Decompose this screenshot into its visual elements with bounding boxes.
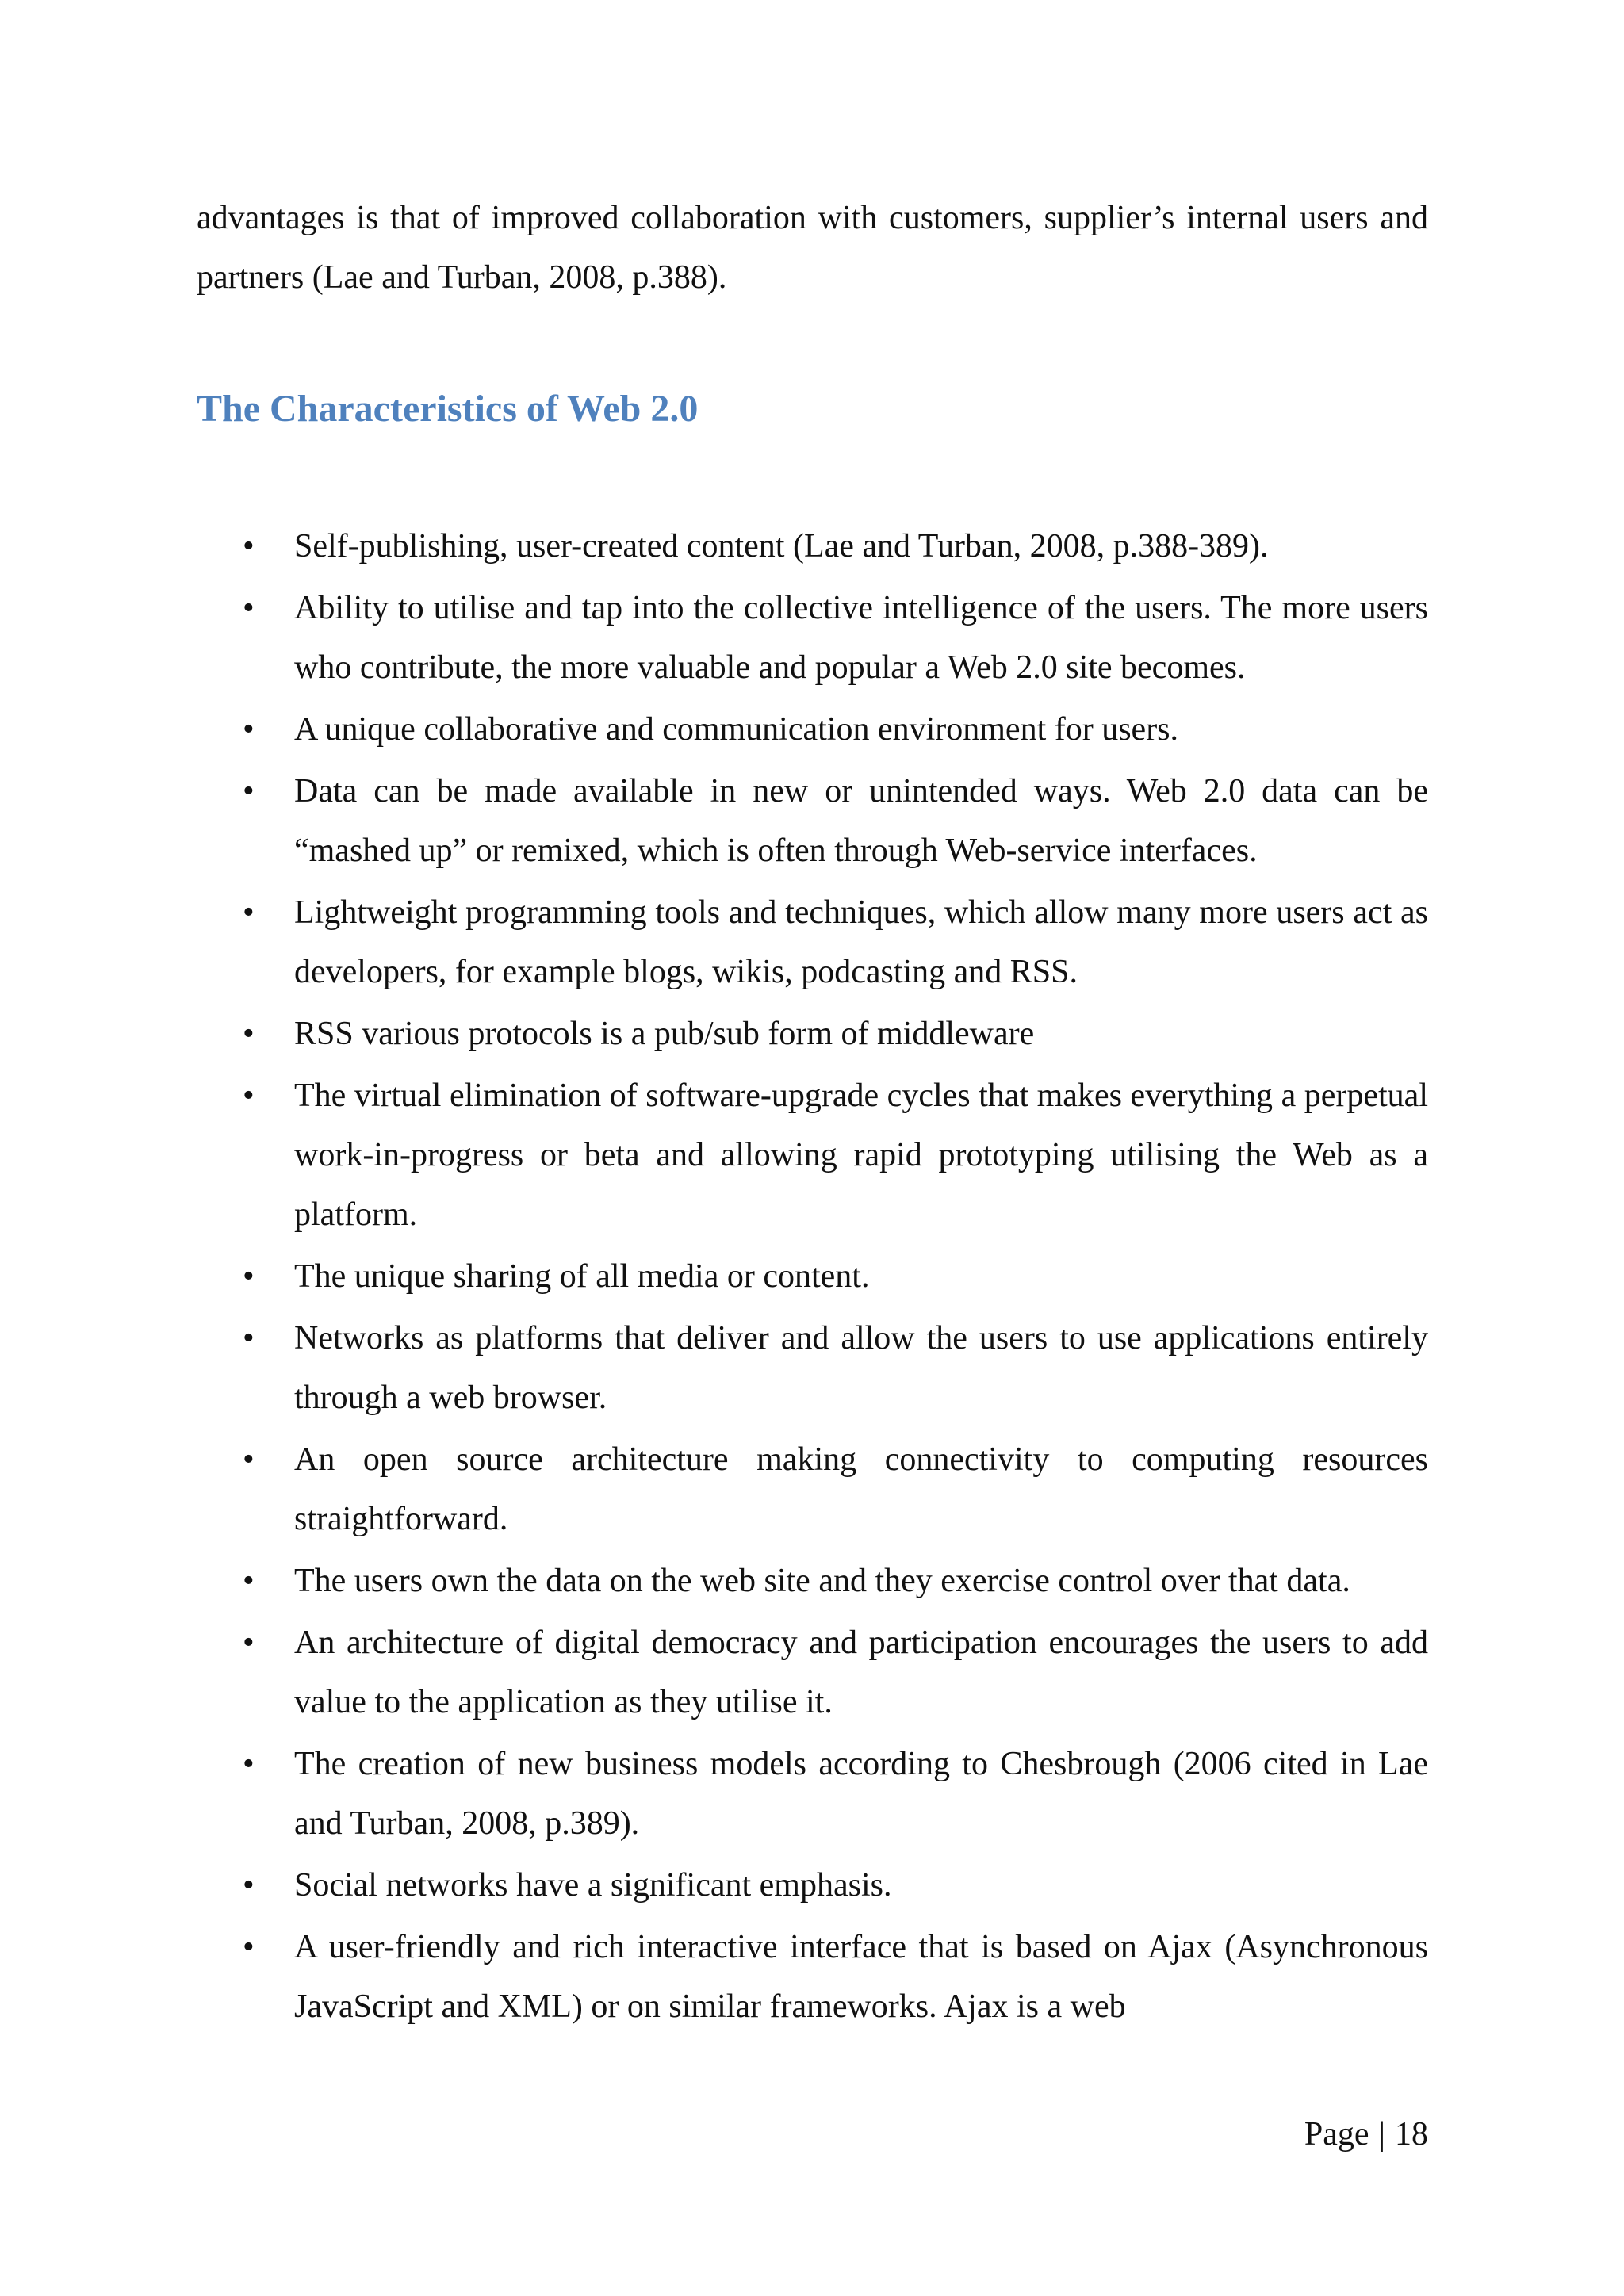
- list-item-text: Data can be made available in new or unintended ways. Web 2.0 data can be “mashed up” or remixed, which is often through Web-service interfaces.: [294, 773, 1428, 869]
- list-item: [197, 1918, 1428, 2037]
- list-item: [197, 883, 1428, 1002]
- bullet-icon: •: [243, 1563, 255, 1599]
- bullet-icon: •: [243, 894, 255, 931]
- page-footer: [1304, 2110, 1428, 2158]
- list-item: [197, 1856, 1428, 1915]
- list-item: [197, 1004, 1428, 1064]
- page-label: Page: [1304, 2116, 1369, 2152]
- bullet-icon: •: [243, 1320, 255, 1357]
- bullet-icon: •: [243, 1867, 255, 1904]
- list-item: [197, 762, 1428, 881]
- list-item-text: An open source architecture making connectivity to computing resources straightforward.: [294, 1441, 1428, 1537]
- section-heading: The Characteristics of Web 2.0: [197, 388, 699, 430]
- bullet-icon: •: [243, 1441, 255, 1478]
- list-item-text: Ability to utilise and tap into the collective intelligence of the users. The more users who contribute, the more valuable and popular a Web 2.0 site becomes.: [294, 590, 1428, 686]
- list-item: [197, 1066, 1428, 1245]
- footer-separator: |: [1378, 2116, 1385, 2152]
- list-item: [197, 700, 1428, 760]
- list-item: [197, 1309, 1428, 1428]
- list-item-text: The users own the data on the web site and they exercise control over that data.: [294, 1563, 1350, 1599]
- list-item: [197, 517, 1428, 576]
- list-item: [197, 1247, 1428, 1307]
- list-item-text: Self-publishing, user-created content (Lae and Turban, 2008, p.388-389).: [294, 528, 1269, 564]
- bullet-icon: •: [243, 1746, 255, 1782]
- page-number: 18: [1395, 2116, 1428, 2152]
- list-item-text: The creation of new business models according to Chesbrough (2006 cited in Lae and Turban, 2008, p.389).: [294, 1746, 1428, 1842]
- list-item: [197, 579, 1428, 698]
- list-item-text: Networks as platforms that deliver and allow the users to use applications entirely through a web browser.: [294, 1320, 1428, 1416]
- list-item: [197, 1735, 1428, 1854]
- bullet-icon: •: [243, 590, 255, 626]
- bullet-icon: •: [243, 773, 255, 809]
- bullet-icon: •: [243, 711, 255, 748]
- bullet-icon: •: [243, 1929, 255, 1965]
- intro-paragraph: advantages is that of improved collaboration with customers, supplier’s internal users and partners (Lae and Turban, 2008, p.388).: [197, 200, 1428, 296]
- bullet-icon: •: [243, 1258, 255, 1295]
- bullet-icon: •: [243, 1624, 255, 1661]
- bullet-icon: •: [243, 1016, 255, 1052]
- list-item-text: A unique collaborative and communication environment for users.: [294, 711, 1179, 748]
- list-item-text: An architecture of digital democracy and participation encourages the users to add value to the application as they utilise it.: [294, 1624, 1428, 1720]
- list-item-text: A user-friendly and rich interactive interface that is based on Ajax (Asynchronous JavaScript and XML) or on similar frameworks. Ajax is a web: [294, 1929, 1428, 2025]
- list-item: [197, 1430, 1428, 1549]
- characteristics-list: [197, 517, 1428, 2037]
- page-content: [197, 189, 1428, 2039]
- list-item-text: The virtual elimination of software-upgrade cycles that makes everything a perpetual work-in-progress or beta and allowing rapid prototyping utilising the Web as a platform.: [294, 1077, 1428, 1233]
- list-item: [197, 1613, 1428, 1732]
- list-item-text: Lightweight programming tools and techniques, which allow many more users act as developers, for example blogs, wikis, podcasting and RSS.: [294, 894, 1428, 990]
- list-item-text: RSS various protocols is a pub/sub form of middleware: [294, 1016, 1035, 1052]
- bullet-icon: •: [243, 528, 255, 564]
- list-item: [197, 1552, 1428, 1611]
- bullet-icon: •: [243, 1077, 255, 1114]
- list-item-text: The unique sharing of all media or content.: [294, 1258, 870, 1295]
- list-item-text: Social networks have a significant emphasis.: [294, 1867, 892, 1904]
